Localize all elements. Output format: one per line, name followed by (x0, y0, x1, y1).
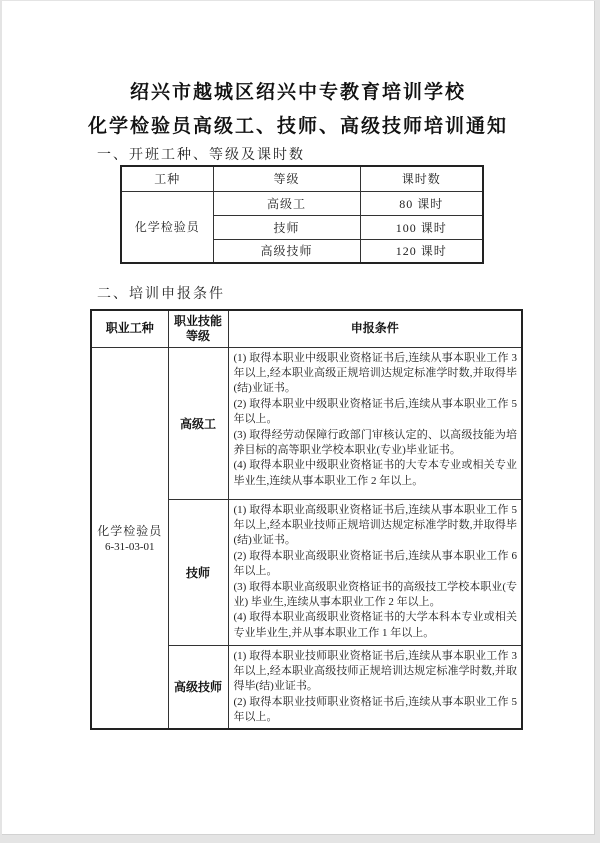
document-page (2, 1, 595, 835)
document-title-line1: 绍兴市越城区绍兴中专教育培训学校 (129, 82, 466, 103)
condition-item: (4) 取得本职业高级职业资格证书的大学本科本专业或相关专业毕业生,并从事本职业工作 1 年以上。 (233, 611, 517, 639)
column-header-occupation: 职业工种 (91, 310, 168, 347)
column-header-conditions: 申报条件 (228, 310, 522, 347)
skill-level-cell: 高级工 (168, 347, 228, 499)
condition-item: (2) 取得本职业技师职业资格证书后,连续从事本职业工作 5 年以上。 (233, 695, 517, 724)
column-header-skill-level: 职业技能等级 (168, 310, 228, 347)
condition-item: (4) 取得本职业中级职业资格证书的大专本专业或相关专业毕业生,连续从事本职业工作 2 年以上。 (233, 459, 517, 487)
hours-cell: 120 课时 (360, 239, 483, 263)
hours-cell: 80 课时 (360, 191, 483, 215)
column-header-hours: 课时数 (360, 166, 483, 191)
condition-item: (3) 取得本职业高级职业资格证书的高级技工学校本职业(专业) 毕业生,连续从事本职业工作 2 年以上。 (233, 580, 517, 608)
table-header-row (91, 310, 522, 347)
conditions-cell (228, 499, 522, 645)
conditions-cell (228, 645, 522, 729)
condition-item: (1) 取得本职业技师职业资格证书后,连续从事本职业工作 3 年以上,经本职业高级技师正规培训达规定标准学时数,并取得毕(结)业证书。 (233, 649, 517, 693)
grade-cell: 技师 (213, 215, 360, 239)
table-row (121, 191, 483, 215)
column-header-trade: 工种 (121, 166, 213, 191)
condition-item: (2) 取得本职业中级职业资格证书后,连续从事本职业工作 5 年以上。 (233, 397, 517, 426)
grade-cell: 高级技师 (213, 239, 360, 263)
section1-heading: 一、开班工种、等级及课时数 (97, 148, 305, 163)
condition-item: (1) 取得本职业高级职业资格证书后,连续从事本职业工作 5 年以上,经本职业技师正规培训达规定标准学时数,并取得毕(结)业证书。 (233, 503, 517, 547)
occupation-name: 化学检验员 (97, 524, 163, 539)
condition-item: (3) 取得经劳动保障行政部门审核认定的、以高级技能为培养目标的高等职业学校本职业(专业)毕业证书。 (233, 428, 517, 456)
table-header-row (121, 166, 483, 191)
occupation-cell (91, 347, 168, 729)
trade-cell: 化学检验员 (121, 191, 213, 263)
column-header-grade: 等级 (213, 166, 360, 191)
document-title-line2: 化学检验员高级工、技师、高级技师培训通知 (87, 116, 508, 137)
occupation-code: 6-31-03-01 (105, 541, 155, 554)
conditions-cell (228, 347, 522, 499)
skill-level-cell: 高级技师 (168, 645, 228, 729)
table-row-senior-worker (91, 347, 522, 499)
condition-item: (2) 取得本职业高级职业资格证书后,连续从事本职业工作 6 年以上。 (233, 549, 517, 578)
grade-cell: 高级工 (213, 191, 360, 215)
course-hours-table (120, 165, 484, 264)
skill-level-cell: 技师 (168, 499, 228, 645)
application-conditions-table (90, 309, 523, 730)
condition-item: (1) 取得本职业中级职业资格证书后,连续从事本职业工作 3 年以上,经本职业高级正规培训达规定标准学时数,并取得毕(结)业证书。 (233, 351, 517, 395)
hours-cell: 100 课时 (360, 215, 483, 239)
section2-heading: 二、培训申报条件 (97, 287, 225, 302)
